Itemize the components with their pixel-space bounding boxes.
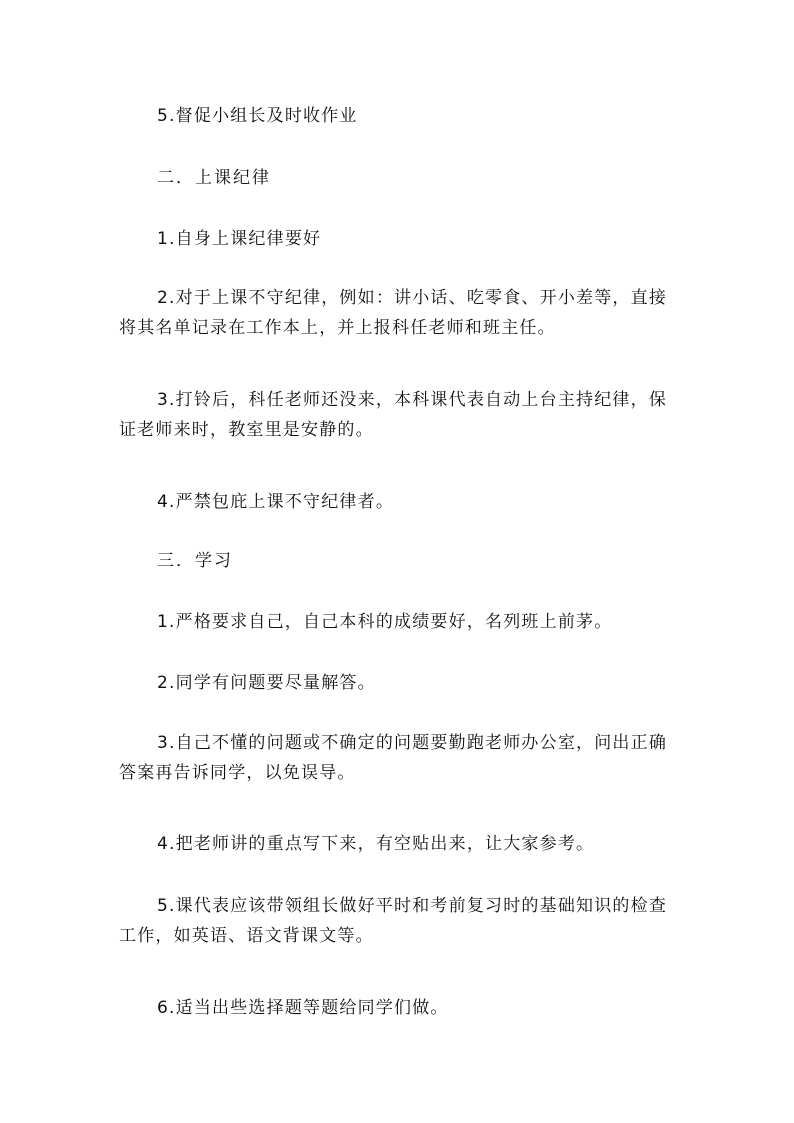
paragraph-discipline-2: 2.对于上课不守纪律，例如：讲小话、吃零食、开小差等，直接将其名单记录在工作本上，并上报科任老师和班主任。	[119, 288, 668, 338]
paragraph-discipline-4: 4.严禁包庇上课不守纪律者。	[157, 492, 395, 512]
paragraph-discipline-1: 1.自身上课纪律要好	[157, 229, 322, 249]
paragraph-study-1: 1.严格要求自己，自己本科的成绩要好，名列班上前茅。	[157, 612, 613, 632]
paragraph-discipline-3: 3.打铃后，科任老师还没来，本科课代表自动上台主持纪律，保证老师来时，教室里是安静的。	[119, 390, 668, 440]
paragraph-study-4: 4.把老师讲的重点写下来，有空贴出来，让大家参考。	[157, 834, 595, 854]
paragraph-study-3: 3.自己不懂的问题或不确定的问题要勤跑老师办公室，问出正确答案再告诉同学，以免误导。	[119, 733, 668, 783]
paragraph-study-5: 5.课代表应该带领组长做好平时和考前复习时的基础知识的检查工作，如英语、语文背课文等。	[119, 896, 668, 946]
paragraph-study-2: 2.同学有问题要尽量解答。	[157, 673, 376, 693]
paragraph-item-5-homework: 5.督促小组长及时收作业	[157, 106, 358, 126]
paragraph-study-6: 6.适当出些选择题等题给同学们做。	[157, 998, 449, 1018]
section-heading-study: 三．学习	[157, 551, 233, 571]
section-heading-class-discipline: 二．上课纪律	[157, 168, 271, 188]
